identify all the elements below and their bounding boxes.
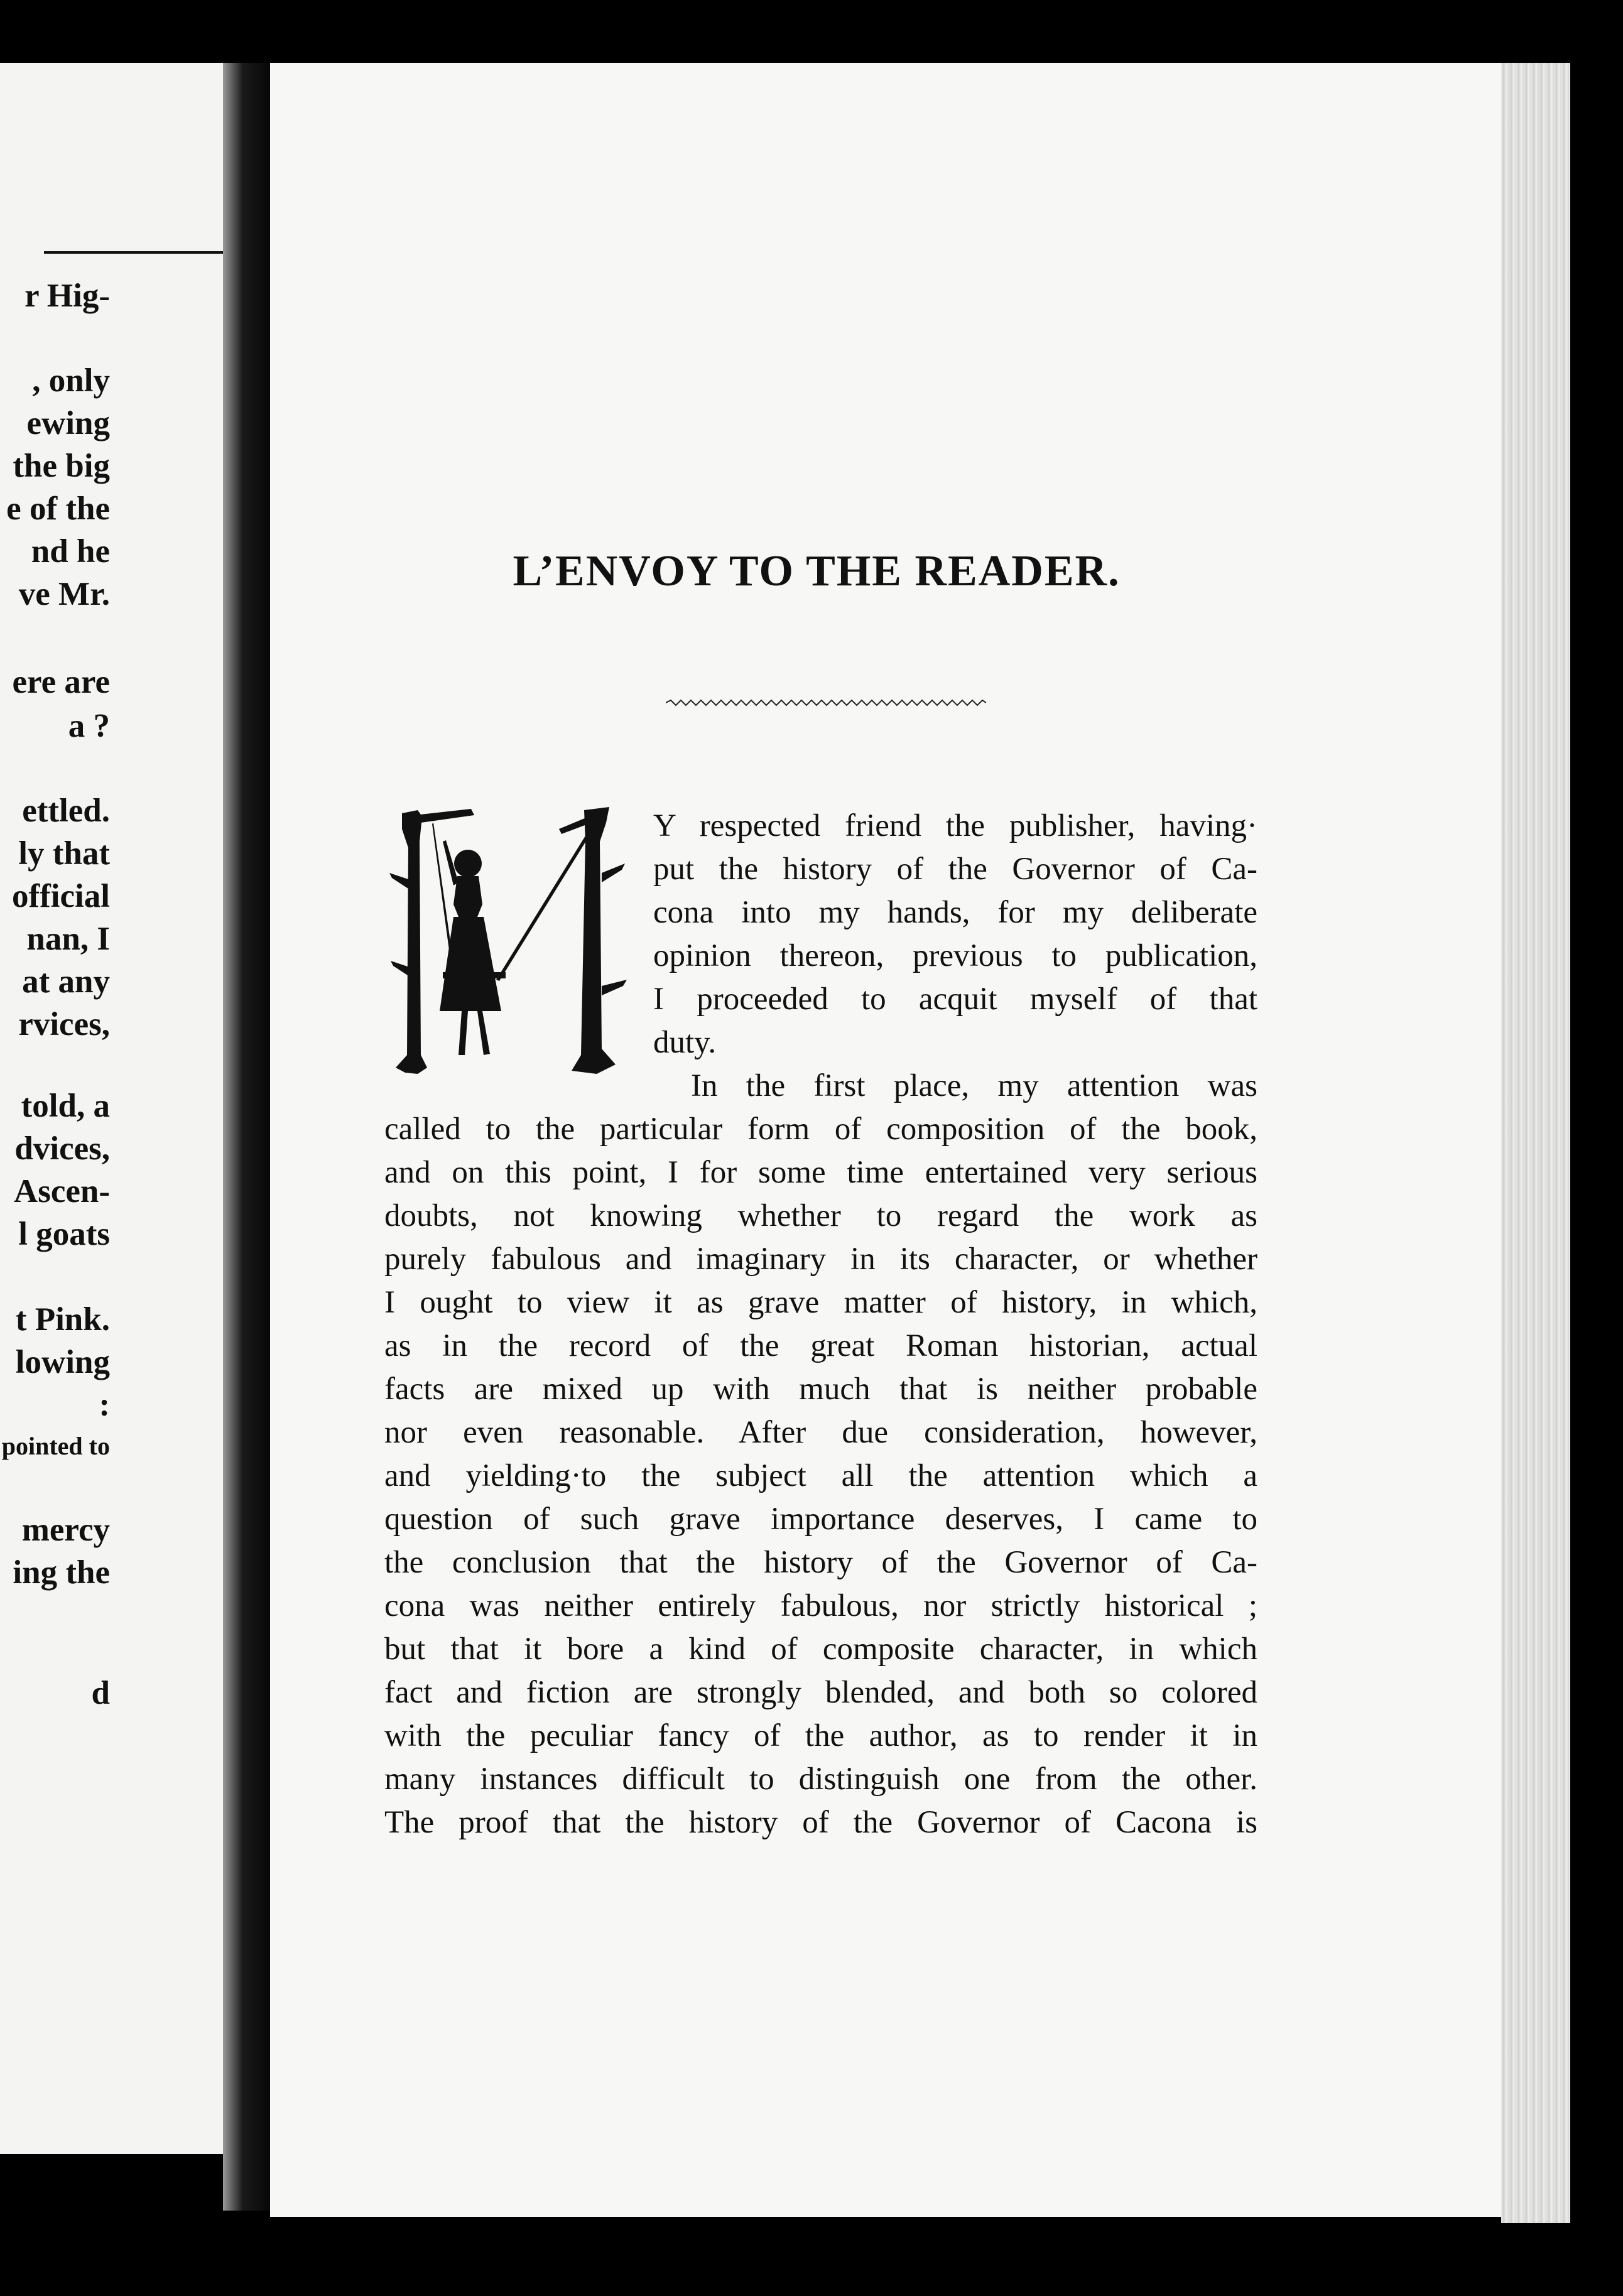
paragraph-line: doubts, not knowing whether to regard the work as <box>384 1198 1257 1233</box>
drop-cap-illustration <box>383 804 634 1086</box>
text-line: mercy <box>21 1512 110 1548</box>
paragraph-line: but that it bore a kind of composite character, in which <box>384 1632 1257 1667</box>
text-line: pointed to <box>1 1432 110 1460</box>
paragraph-line: question of such grave importance deserves, I came to <box>384 1502 1257 1537</box>
paragraph-line: duty. <box>653 1025 717 1060</box>
text-line: told, a <box>21 1088 110 1124</box>
text-line: nd he <box>31 533 110 570</box>
paragraph-line: Y respected friend the publisher, having· <box>653 808 1257 843</box>
paragraph-line: as in the record of the great Roman historian, actual <box>384 1328 1257 1363</box>
text-line: ere are <box>12 664 110 700</box>
paragraph-line: I ought to view it as grave matter of history, in which, <box>384 1285 1257 1320</box>
title-ornament-rule <box>666 698 986 707</box>
text-line: l goats <box>18 1216 110 1252</box>
paragraph-line: put the history of the Governor of Ca- <box>653 852 1257 887</box>
text-line: official <box>12 878 110 914</box>
text-line: t Pink. <box>15 1301 110 1338</box>
paragraph-line: The proof that the history of the Governor of Cacona is <box>384 1805 1257 1840</box>
paragraph-line: called to the particular form of composition of the book, <box>384 1112 1257 1147</box>
text-line: , only <box>32 362 110 399</box>
text-line: ly that <box>18 835 110 872</box>
paragraph-line: with the peculiar fancy of the author, as to render it in <box>384 1718 1257 1753</box>
text-line: ewing <box>26 405 110 441</box>
text-line: dvices, <box>14 1130 110 1167</box>
text-line: a ? <box>68 708 110 744</box>
text-line: r Hig- <box>24 278 110 314</box>
paragraph-line: cona into my hands, for my deliberate <box>653 895 1257 930</box>
text-line: ing the <box>13 1554 110 1591</box>
paragraph-line: fact and fiction are strongly blended, and both so colored <box>384 1675 1257 1710</box>
paragraph-line: facts are mixed up with much that is neither probable <box>384 1372 1257 1407</box>
paragraph-line: many instances difficult to distinguish one from the other. <box>384 1762 1257 1797</box>
chapter-title: L’ENVOY TO THE READER. <box>513 547 1121 595</box>
text-line: e of the <box>6 490 110 527</box>
text-line: Ascen- <box>13 1173 110 1210</box>
page-edge <box>1501 63 1570 2223</box>
text-line: ettled. <box>22 793 110 829</box>
paragraph-line: and yielding·to the subject all the attention which a <box>384 1458 1257 1493</box>
paragraph-line: the conclusion that the history of the Governor of Ca- <box>384 1545 1257 1580</box>
previous-page-text <box>0 63 242 2154</box>
text-line: rvices, <box>18 1006 110 1042</box>
text-line: : <box>99 1387 110 1423</box>
text-line: lowing <box>15 1344 110 1380</box>
text-line: d <box>91 1675 110 1711</box>
paragraph-line: opinion thereon, previous to publication, <box>653 938 1257 973</box>
paragraph-line: In the first place, my attention was <box>691 1068 1257 1103</box>
previous-page <box>0 63 242 2154</box>
paragraph-line: cona was neither entirely fabulous, nor strictly historical ; <box>384 1588 1257 1623</box>
text-line: ve Mr. <box>18 576 110 612</box>
text-line: the big <box>13 448 110 484</box>
text-line: nan, I <box>26 921 110 957</box>
paragraph-line: I proceeded to acquit myself of that <box>653 982 1257 1017</box>
paragraph-line: and on this point, I for some time entertained very serious <box>384 1155 1257 1190</box>
text-line: at any <box>22 963 110 1000</box>
paragraph-line: nor even reasonable. After due consideration, however, <box>384 1415 1257 1450</box>
paragraph-line: purely fabulous and imaginary in its character, or whether <box>384 1242 1257 1277</box>
